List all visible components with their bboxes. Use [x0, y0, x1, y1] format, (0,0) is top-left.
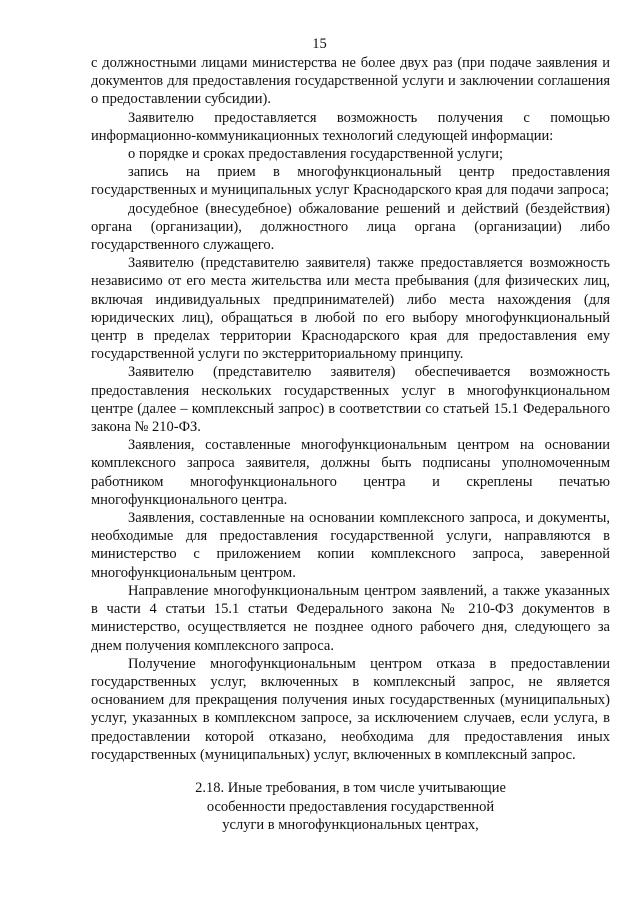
section-heading-line: услуги в многофункциональных центрах,: [222, 817, 479, 834]
page-number: 15: [312, 36, 327, 52]
list-item-appointment: запись на прием в многофункциональный центр предоставления государственных и муниципальных услуг Краснодарского края для подачи запроса;: [91, 164, 610, 199]
list-item-appeal: досудебное (внесудебное) обжалование решений и действий (бездействия) органа (организации), должностного лица органа (организации) либо государственного служащего.: [91, 200, 610, 254]
paragraph-documents-sent: Заявления, составленные на основании комплексного запроса, и документы, необходимые для предоставления государственной услуги, направляются в министерство с приложением копии комплексного запроса, заверенной многофункциональным центром.: [91, 510, 610, 581]
section-heading-line: 2.18. Иные требования, в том числе учитывающие: [195, 780, 506, 796]
paragraph-sending-deadline: Направление многофункциональным центром заявлений, а также указанных в части 4 статьи 15.1 статьи Федерального закона № 210-ФЗ документов в министерство, осуществляется не позднее одного рабочего дня, следующего за днем получения комплексного запроса.: [91, 582, 610, 654]
paragraph-extraterritorial: Заявителю (представителю заявителя) также предоставляется возможность независимо от его места жительства или места пребывания (для физических лиц, включая индивидуальных предпринимателей) либо места нахождения (для юридических лиц), обращаться в любой по его выбору многофункциональный центр в пределах территории Краснодарского края для предоставления ему государственной услуги по экстерриториальному принципу.: [91, 255, 610, 363]
section-heading: [91, 779, 610, 835]
paragraph-signed-applications: Заявления, составленные многофункциональным центром на основании комплексного запроса заявителя, должны быть подписаны уполномоченным работником многофункционального центра и скреплены печатью многофункционального центра.: [91, 437, 610, 508]
section-heading-line: особенности предоставления государственной: [206, 798, 495, 815]
list-item-procedure-terms: о порядке и сроках предоставления государственной услуги;: [128, 146, 504, 163]
paragraph-complex-request: Заявителю (представителю заявителя) обеспечивается возможность предоставления нескольких государственных услуг в многофункциональном центре (далее – комплексный запрос) в соответствии со статьей 15.1 Федерального закона № 210-ФЗ.: [91, 364, 610, 436]
paragraph-continuation: с должностными лицами министерства не более двух раз (при подаче заявления и документов для предоставления государственной услуги и заключении соглашения о предоставлении субсидии).: [91, 55, 610, 108]
paragraph-refusal: Получение многофункциональным центром отказа в предоставлении государственных услуг, включенных в комплексный запрос, не является основанием для прекращения получения иных государственных (муниципальных) услуг, указанных в комплексном запросе, за исключением случаев, если услуга, в предоставлении которой отказано, необходима для предоставления иных государственных (муниципальных) услуг, включенных в комплексный запрос.: [91, 655, 610, 763]
body-text: [91, 54, 610, 764]
paragraph-ict-information: Заявителю предоставляется возможность получения с помощью информационно-коммуникационных технологий следующей информации:: [91, 109, 610, 144]
